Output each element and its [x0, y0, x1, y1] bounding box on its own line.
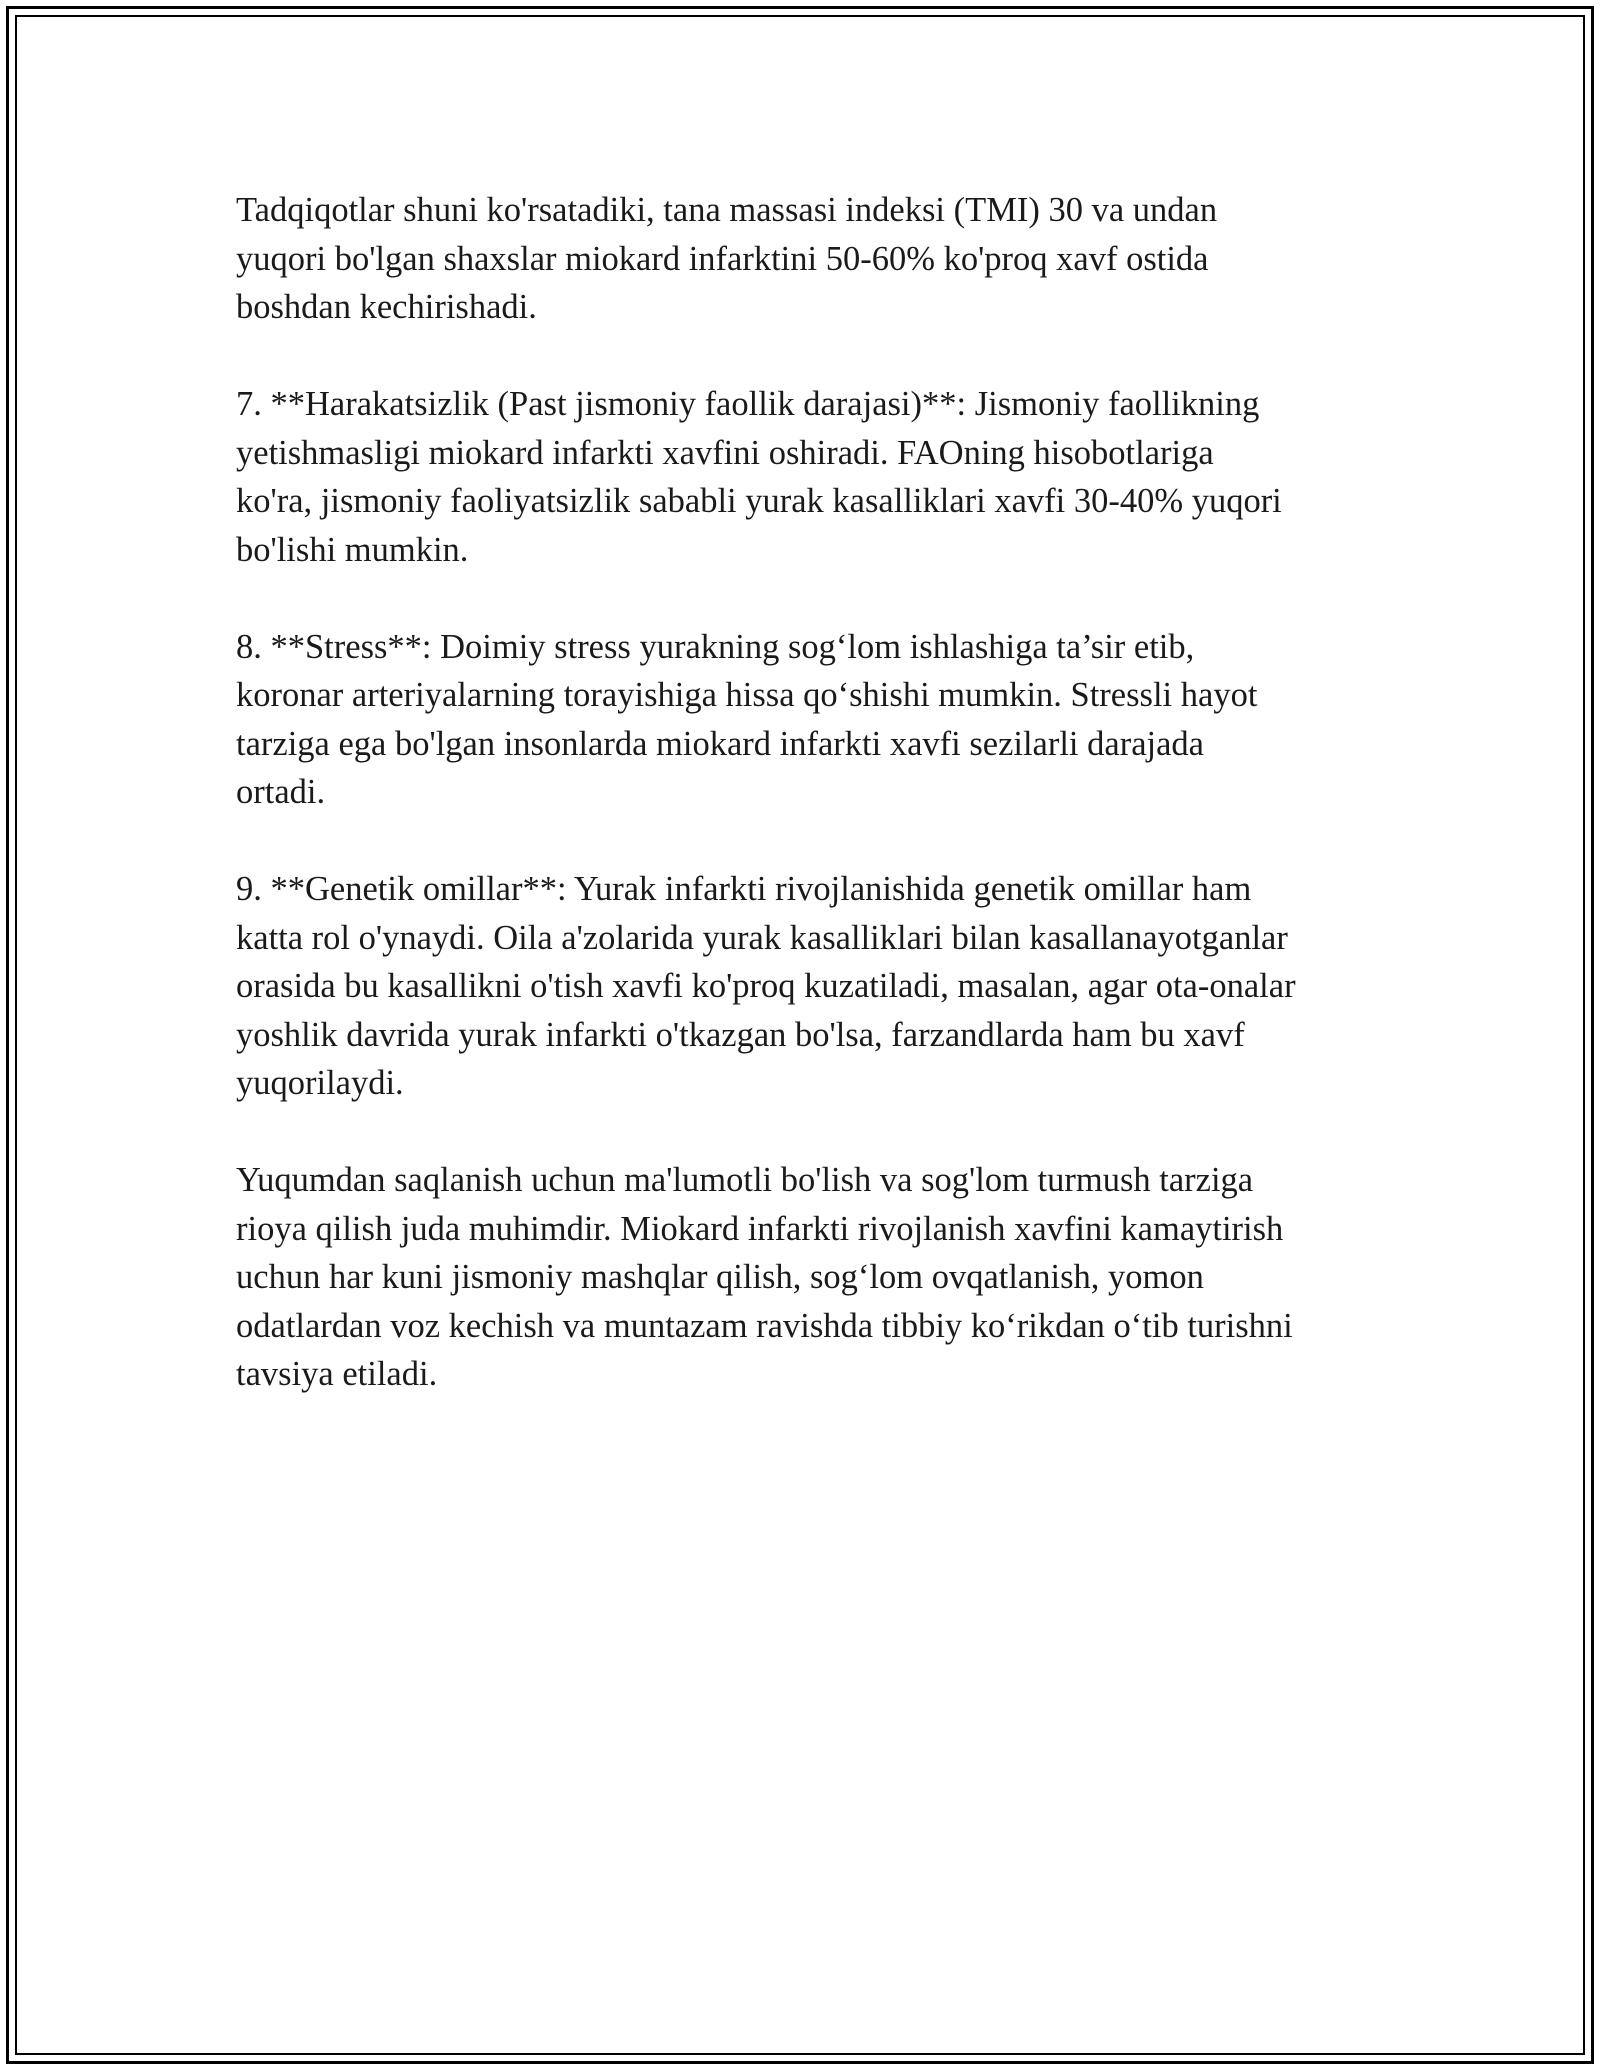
text-line: uchun har kuni jismoniy mashqlar qilish, sog‘lom ovqatlanish, yomon: [236, 1258, 1204, 1296]
text-line: yuqorilaydi.: [236, 1064, 404, 1102]
text-line: tavsiya etiladi.: [236, 1355, 438, 1393]
text-line: yuqori bo'lgan shaxslar miokard infarktini 50-60% ko'proq xavf ostida: [236, 239, 1209, 278]
text-line: yoshlik davrida yurak infarkti o'tkazgan bo'lsa, farzandlarda ham bu xavf: [236, 1015, 1245, 1054]
text-line: orasida bu kasallikni o'tish xavfi ko'proq kuzatiladi, masalan, agar ota-onalar: [236, 967, 1296, 1005]
text-line: 7. **Harakatsizlik (Past jismoniy faollik darajasi)**: Jismoniy faollikning: [236, 385, 1260, 423]
text-line: Tadqiqotlar shuni ko'rsatadiki, tana massasi indeksi (TMI) 30 va undan: [236, 191, 1218, 229]
text-line: yetishmasligi miokard infarkti xavfini oshiradi. FAOning hisobotlariga: [236, 433, 1214, 472]
text-line: rioya qilish juda muhimdir. Miokard infarkti rivojlanish xavfini kamaytirish: [236, 1209, 1284, 1248]
text-line: 8. **Stress**: Doimiy stress yurakning sog‘lom ishlashiga ta’sir etib,: [236, 627, 1195, 666]
text-line: odatlardan voz kechish va muntazam ravishda tibbiy ko‘rikdan o‘tib turishni: [236, 1306, 1293, 1345]
text-line: koronar arteriyalarning torayishiga hissa qo‘shishi mumkin. Stressli hayot: [236, 676, 1258, 714]
text-line: katta rol o'ynaydi. Oila a'zolarida yurak kasalliklari bilan kasallanayotganlar: [236, 918, 1288, 957]
text-line: ortadi.: [236, 773, 326, 811]
text-line: ko'ra, jismoniy faoliyatsizlik sababli yurak kasalliklari xavfi 30-40% yuqori: [236, 482, 1282, 520]
paragraph-genetics: [236, 865, 1376, 1108]
text-line: boshdan kechirishadi.: [236, 288, 537, 326]
text-line: 9. **Genetik omillar**: Yurak infarkti rivojlanishida genetik omillar ham: [236, 870, 1252, 908]
paragraph-inactivity: [236, 380, 1376, 574]
document-body: [236, 186, 1376, 1447]
text-line: Yuqumdan saqlanish uchun ma'lumotli bo'lish va sog'lom turmush tarziga: [236, 1161, 1254, 1199]
paragraph-prevention: [236, 1156, 1376, 1399]
paragraph-bmi-risk: [236, 186, 1376, 332]
paragraph-stress: [236, 623, 1376, 817]
text-line: bo'lishi mumkin.: [236, 530, 469, 569]
text-line: tarziga ega bo'lgan insonlarda miokard infarkti xavfi sezilarli darajada: [236, 724, 1204, 763]
